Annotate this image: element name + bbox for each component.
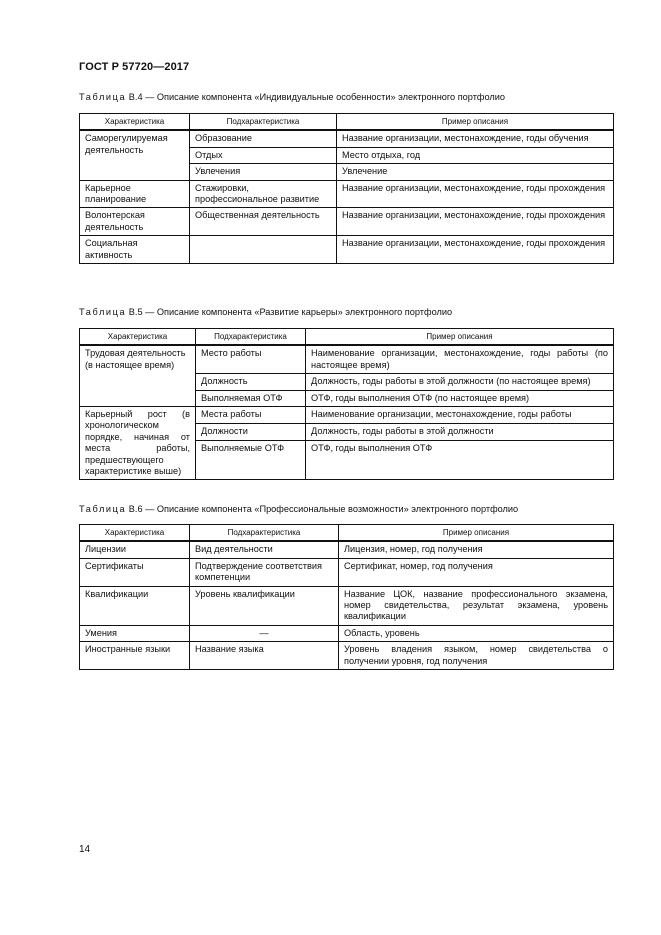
table-cell: Увлечения: [190, 164, 337, 180]
table-b6-caption: [79, 504, 518, 514]
column-header: Характеристика: [80, 525, 190, 542]
caption-text: В.6 — Описание компонента «Профессиональные возможности» электронного портфолио: [126, 504, 519, 514]
table-b6: [79, 524, 614, 670]
table-cell: ОТФ, годы выполнения ОТФ: [306, 441, 614, 480]
table-cell: Карьерный рост (в хронологическом порядке, начиная от места работы, предшествующего характеристике выше): [80, 407, 196, 480]
table-cell: Иностранные языки: [80, 642, 190, 670]
table-cell: Трудовая деятельность (в настоящее время): [80, 345, 196, 406]
table-cell: Должность, годы работы в этой должности: [306, 424, 614, 441]
table-cell: Должность, годы работы в этой должности (по настоящее время): [306, 374, 614, 390]
table-b5: [79, 328, 614, 480]
table-cell: Места работы: [196, 407, 306, 424]
table-cell: Должности: [196, 424, 306, 441]
table-cell: Наименование организации, местонахождение, годы работы (по настоящее время): [306, 345, 614, 373]
table-row: [80, 130, 614, 147]
table-cell: Образование: [190, 130, 337, 147]
table-cell: Волонтерская деятельность: [80, 208, 190, 236]
table-cell: Сертификаты: [80, 558, 190, 586]
column-header: Характеристика: [80, 114, 190, 131]
table-cell: Саморегулируемая деятельность: [80, 130, 190, 180]
caption-label: Таблица: [79, 92, 127, 102]
table-cell: Лицензии: [80, 541, 190, 558]
caption-label: Таблица: [79, 504, 127, 514]
column-header: Пример описания: [339, 525, 614, 542]
table-cell: Сертификат, номер, год получения: [339, 558, 614, 586]
table-cell: Стажировки, профессиональное развитие: [190, 180, 337, 208]
table-cell: Название организации, местонахождение, годы прохождения: [337, 236, 614, 264]
column-header: Подхарактеристика: [196, 329, 306, 346]
column-header: Пример описания: [306, 329, 614, 346]
table-cell: Название ЦОК, название профессионального экзамена, номер свидетельства, результат экзамена, уровень квалификации: [339, 586, 614, 625]
table-row: [80, 625, 614, 641]
table-cell: Умения: [80, 625, 190, 641]
table-header-row: [80, 114, 614, 131]
table-row: [80, 345, 614, 373]
table-cell: Вид деятельности: [190, 541, 339, 558]
table-cell: Выполняемая ОТФ: [196, 390, 306, 406]
table-cell: Наименование организации, местонахождение, годы работы: [306, 407, 614, 424]
table-cell: Отдых: [190, 147, 337, 163]
table-cell: Лицензия, номер, год получения: [339, 541, 614, 558]
column-header: Характеристика: [80, 329, 196, 346]
table-row: [80, 180, 614, 208]
table-cell: Социальная активность: [80, 236, 190, 264]
table-b4: [79, 113, 614, 264]
table-cell: ОТФ, годы выполнения ОТФ (по настоящее время): [306, 390, 614, 406]
column-header: Подхарактеристика: [190, 114, 337, 131]
table-cell: Название организации, местонахождение, годы прохождения: [337, 180, 614, 208]
table-cell: Общественная деятельность: [190, 208, 337, 236]
table-cell: Область, уровень: [339, 625, 614, 641]
table-cell: Уровень квалификации: [190, 586, 339, 625]
table-cell: Выполняемые ОТФ: [196, 441, 306, 480]
table-row: [80, 558, 614, 586]
table-header-row: [80, 329, 614, 346]
table-cell: Подтверждение соответствия компетенции: [190, 558, 339, 586]
table-cell: Название языка: [190, 642, 339, 670]
table-cell: Карьерное планирование: [80, 180, 190, 208]
caption-label: Таблица: [79, 307, 127, 317]
table-b4-caption: [79, 92, 505, 102]
table-row: [80, 586, 614, 625]
caption-text: В.4 — Описание компонента «Индивидуальные особенности» электронного портфолио: [126, 92, 505, 102]
table-header-row: [80, 525, 614, 542]
table-row: [80, 208, 614, 236]
column-header: Пример описания: [337, 114, 614, 131]
table-cell: [190, 236, 337, 264]
table-cell: Квалификации: [80, 586, 190, 625]
table-b5-caption: [79, 307, 452, 317]
table-cell: Должность: [196, 374, 306, 390]
column-header: Подхарактеристика: [190, 525, 339, 542]
table-row: [80, 407, 614, 424]
standard-designation: ГОСТ Р 57720—2017: [79, 61, 190, 73]
page-number: 14: [79, 844, 91, 855]
table-row: [80, 236, 614, 264]
table-cell: —: [190, 625, 339, 641]
table-cell: Увлечение: [337, 164, 614, 180]
table-cell: Название организации, местонахождение, годы обучения: [337, 130, 614, 147]
table-cell: Место работы: [196, 345, 306, 373]
table-cell: Место отдыха, год: [337, 147, 614, 163]
caption-text: В.5 — Описание компонента «Развитие карьеры» электронного портфолио: [126, 307, 453, 317]
table-cell: Название организации, местонахождение, годы прохождения: [337, 208, 614, 236]
table-row: [80, 541, 614, 558]
table-cell: Уровень владения языком, номер свидетельства о получении уровня, год получения: [339, 642, 614, 670]
table-row: [80, 642, 614, 670]
